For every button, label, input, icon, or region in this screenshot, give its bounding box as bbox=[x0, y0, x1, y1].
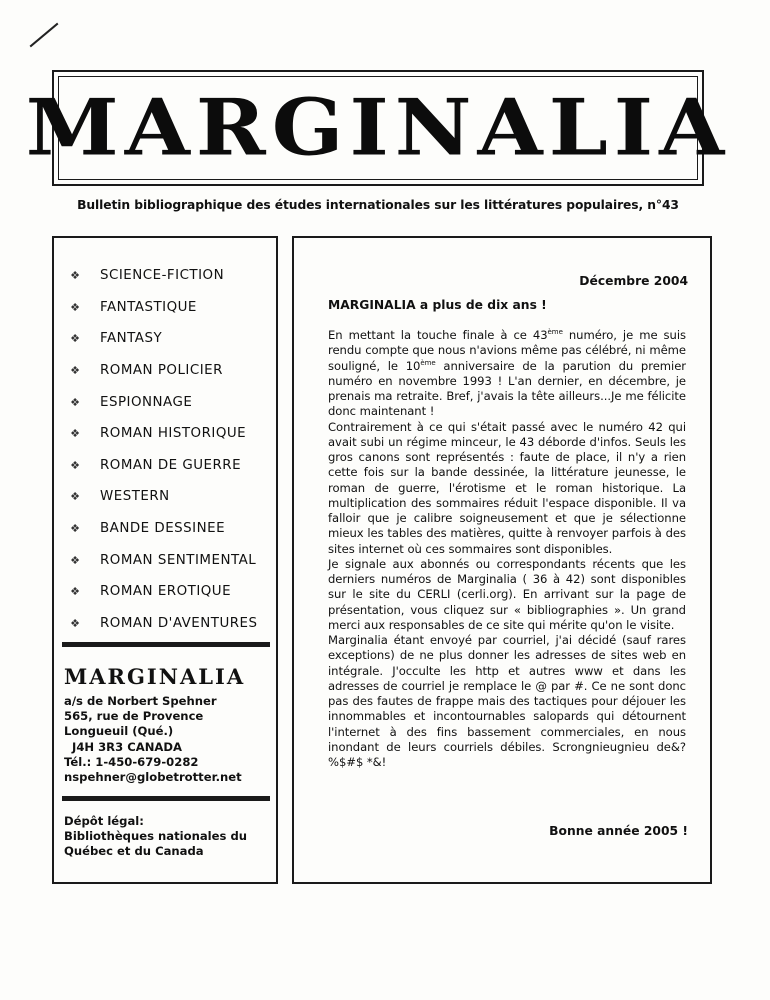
diamond-bullet-icon: ❖ bbox=[70, 490, 80, 504]
legal-deposit bbox=[64, 814, 247, 860]
sidebar-divider bbox=[62, 642, 270, 647]
genre-label: ESPIONNAGE bbox=[100, 394, 193, 410]
genre-item bbox=[68, 386, 258, 418]
genre-label: SCIENCE-FICTION bbox=[100, 268, 225, 284]
genre-item bbox=[68, 450, 258, 482]
text-run: En mettant la touche finale à ce 43 bbox=[328, 328, 548, 342]
genre-list bbox=[68, 260, 258, 639]
diamond-bullet-icon: ❖ bbox=[70, 395, 80, 409]
depot-line: Québec et du Canada bbox=[64, 844, 204, 859]
diamond-bullet-icon: ❖ bbox=[70, 427, 80, 441]
diamond-bullet-icon: ❖ bbox=[70, 269, 80, 283]
genre-label: ROMAN DE GUERRE bbox=[100, 457, 242, 473]
pen-mark bbox=[30, 23, 59, 48]
article-paragraph: Marginalia étant envoyé par courriel, j'ai décidé (sauf rares exceptions) de ne plus donner les adresses de sites web en intégrale. J'occulte les http et autres www et dans les adresses de courriel je remplace le @ par #. Ce ne sont donc pas des fautes de frappe mais des tactiques pour déjouer les innommables et incontournables salopards qui détournent l'internet à des fins bassement commerciales, en nous inondant de leurs courriels débiles. Scrongnieugnieu de&?%$#$ *&! bbox=[328, 633, 686, 769]
genre-item bbox=[68, 355, 258, 387]
sidebar bbox=[52, 236, 278, 884]
genre-label: WESTERN bbox=[100, 489, 170, 505]
diamond-bullet-icon: ❖ bbox=[70, 364, 80, 378]
contact-address bbox=[64, 694, 242, 785]
contact-title: MARGINALIA bbox=[64, 664, 246, 689]
contact-email: nspehner@globetrotter.net bbox=[64, 770, 242, 785]
contact-line: J4H 3R3 CANADA bbox=[72, 739, 182, 754]
genre-item bbox=[68, 576, 258, 608]
superscript: ème bbox=[547, 328, 563, 337]
diamond-bullet-icon: ❖ bbox=[70, 553, 80, 567]
sidebar-divider bbox=[62, 796, 270, 801]
genre-label: ROMAN POLICIER bbox=[100, 363, 223, 379]
diamond-bullet-icon: ❖ bbox=[70, 585, 80, 599]
genre-label: FANTASY bbox=[100, 331, 163, 347]
closing-line: Bonne année 2005 ! bbox=[549, 824, 688, 838]
article-paragraph bbox=[328, 328, 686, 420]
depot-line: Dépôt légal: bbox=[64, 814, 144, 828]
diamond-bullet-icon: ❖ bbox=[70, 616, 80, 630]
article-body bbox=[328, 328, 686, 770]
diamond-bullet-icon: ❖ bbox=[70, 458, 80, 472]
genre-item bbox=[68, 544, 258, 576]
genre-item bbox=[68, 260, 258, 292]
diamond-bullet-icon: ❖ bbox=[70, 300, 80, 314]
genre-item bbox=[68, 418, 258, 450]
genre-label: ROMAN D'AVENTURES bbox=[100, 615, 258, 631]
contact-line: 565, rue de Provence bbox=[64, 709, 204, 724]
genre-label: BANDE DESSINEE bbox=[100, 521, 226, 537]
article-paragraph: Contrairement à ce qui s'était passé avec le numéro 42 qui avait subi un régime minceur, le 43 déborde d'infos. Seuls les gros canons sont représentés : faute de place, il n'y a rien cette fois sur la bande dessinée, la littérature jeunesse, le roman de guerre, l'érotisme et le roman historique. La multiplication des sommaires réduit l'espace disponible. Il va falloir que je calibre soigneusement et que je sélectionne mieux les tables des matières, quitte à renvoyer parfois à des sites internet où ces sommaires sont disponibles. bbox=[328, 419, 686, 556]
contact-line: a/s de Norbert Spehner bbox=[64, 694, 217, 708]
editorial-panel bbox=[292, 236, 712, 884]
genre-item bbox=[68, 481, 258, 513]
bulletin-subtitle: Bulletin bibliographique des études internationales sur les littératures populaires, n°43 bbox=[77, 198, 679, 212]
contact-phone: Tél.: 1-450-679-0282 bbox=[64, 754, 199, 769]
genre-item bbox=[68, 513, 258, 545]
genre-label: ROMAN HISTORIQUE bbox=[100, 426, 247, 442]
masthead-frame bbox=[25, 76, 731, 180]
genre-item bbox=[68, 292, 258, 324]
text-run: numéro, je me suis rendu compte que nous n'avions même pas célébré, ni même souligné, le 10 bbox=[328, 328, 686, 373]
genre-item bbox=[68, 608, 258, 640]
diamond-bullet-icon: ❖ bbox=[70, 522, 80, 536]
contact-line: Longueuil (Qué.) bbox=[64, 724, 174, 739]
genre-item bbox=[68, 323, 258, 355]
article-paragraph: Je signale aux abonnés ou correspondants récents que les derniers numéros de Marginalia ( 36 à 42) sont disponibles sur le site du CERLI (cerli.org). En arrivant sur la page de présentation, vous cliquez sur « bibliographies ». Un grand merci aux responsables de ce site qui mérite qu'on le visite. bbox=[328, 556, 686, 632]
depot-line: Bibliothèques nationales du bbox=[64, 829, 247, 844]
masthead-title: MARGINALIA bbox=[25, 82, 731, 174]
text-run: anniversaire de la parution du premier numéro en novembre 1993 ! L'an dernier, en décembre, je prenais ma retraite. Bref, j'avais la tête ailleurs...Je me félicite donc maintenant ! bbox=[328, 358, 686, 419]
genre-label: ROMAN EROTIQUE bbox=[100, 584, 232, 600]
article-headline: MARGINALIA a plus de dix ans ! bbox=[328, 298, 547, 312]
diamond-bullet-icon: ❖ bbox=[70, 332, 80, 346]
genre-label: ROMAN SENTIMENTAL bbox=[100, 552, 257, 568]
genre-label: FANTASTIQUE bbox=[100, 299, 197, 315]
masthead bbox=[25, 70, 731, 186]
superscript: ème bbox=[420, 358, 436, 367]
issue-date: Décembre 2004 bbox=[579, 274, 688, 288]
